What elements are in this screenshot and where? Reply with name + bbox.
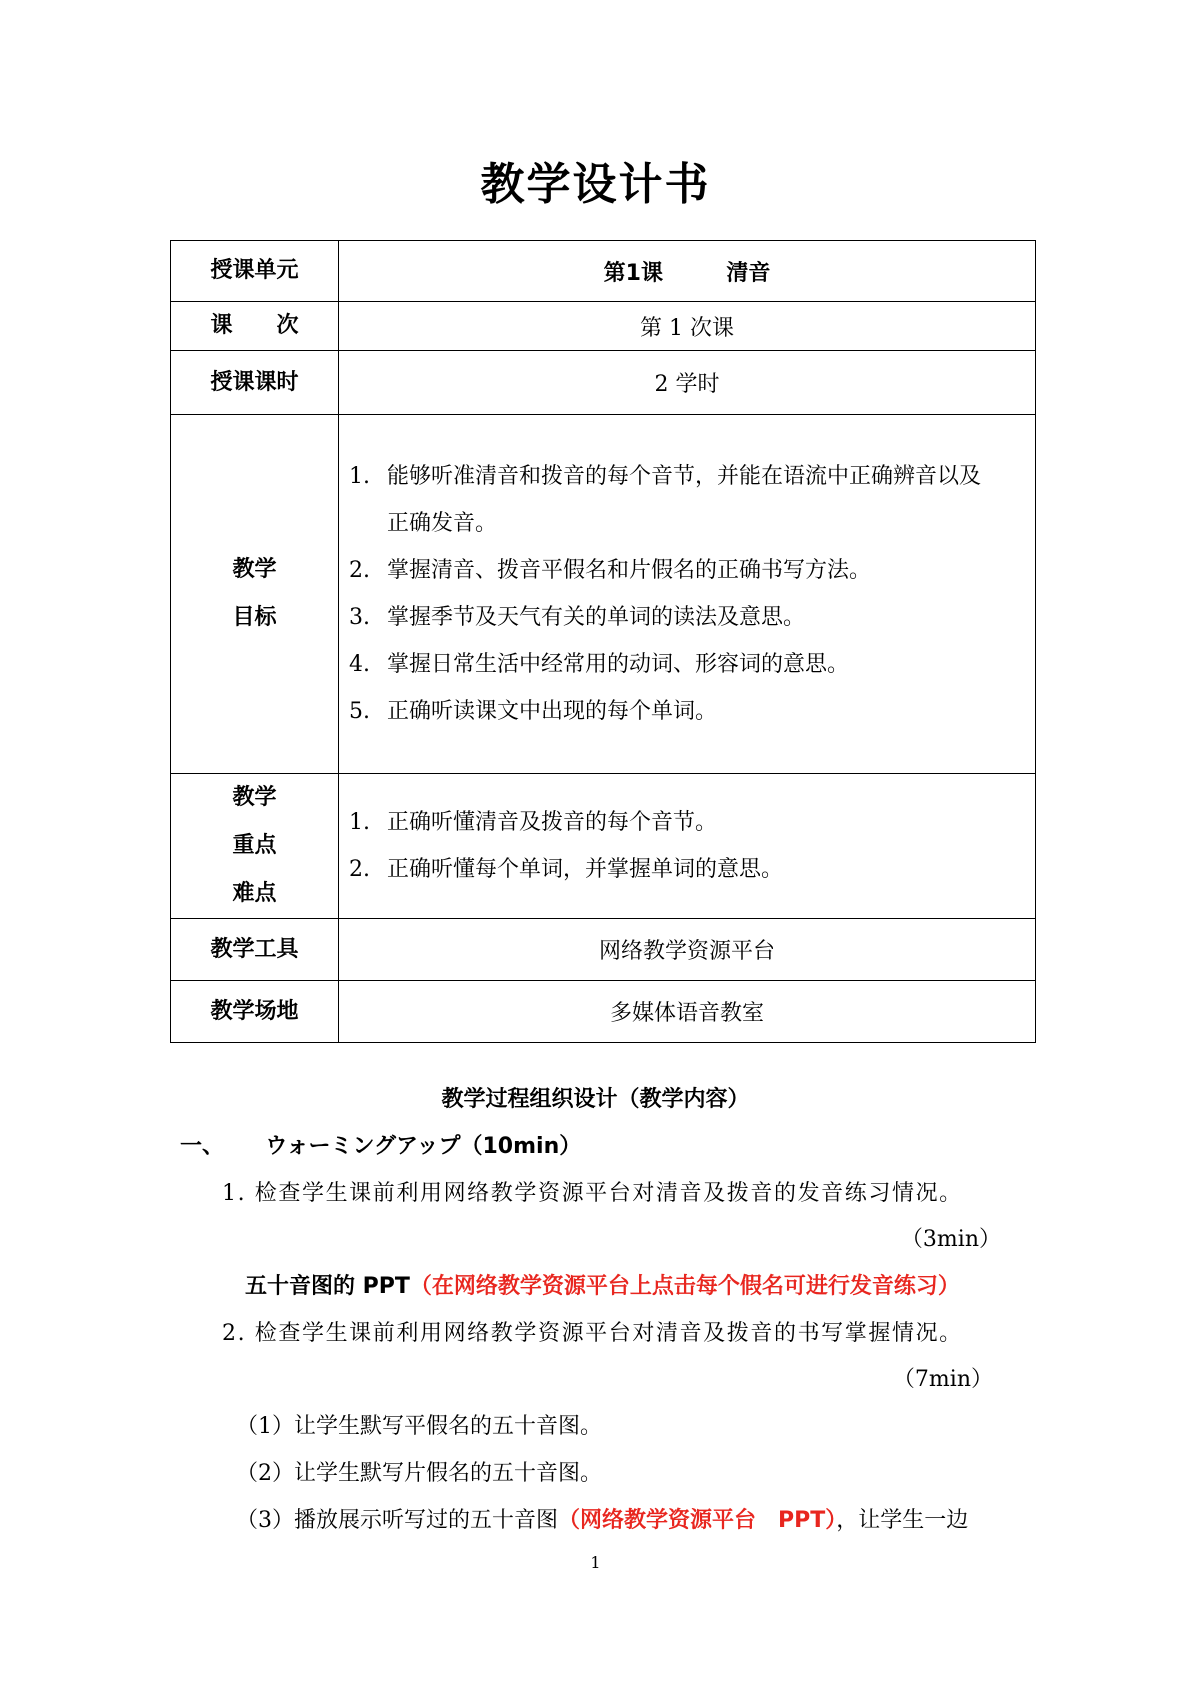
sub-item-2: （2）让学生默写片假名的五十音图。 bbox=[236, 1461, 602, 1486]
sub-item-3-tail: ，让学生一边 bbox=[836, 1508, 969, 1533]
sub-item-3 bbox=[236, 1503, 968, 1534]
step-item-2: 2. 检查学生课前利用网络教学资源平台对清音及拨音的书写掌握情况。 bbox=[222, 1321, 963, 1346]
key-label-line3: 难点 bbox=[232, 881, 277, 906]
hours-value: 2 学时 bbox=[339, 351, 1036, 415]
list-item bbox=[349, 453, 1035, 547]
key-label-line1: 教学 bbox=[232, 785, 277, 810]
item-number: 1. bbox=[349, 464, 370, 489]
item-number: 2. bbox=[349, 558, 370, 583]
item-text: 掌握季节及天气有关的单词的读法及意思。 bbox=[387, 605, 806, 630]
goals-label-line1: 教学 bbox=[232, 557, 277, 582]
ppt-note bbox=[245, 1269, 960, 1300]
list-item bbox=[349, 846, 1035, 893]
session-value: 第 1 次课 bbox=[339, 302, 1036, 351]
document-title: 教学设计书 bbox=[480, 159, 711, 210]
item-number: 2. bbox=[349, 857, 370, 882]
key-points-label bbox=[171, 774, 339, 919]
list-item bbox=[349, 547, 1035, 594]
ppt-note-label: 五十音图的 PPT bbox=[245, 1274, 410, 1299]
ppt-note-highlight: （在网络教学资源平台上点击每个假名可进行发音练习） bbox=[409, 1274, 960, 1299]
unit-label: 授课单元 bbox=[171, 241, 339, 302]
key-points-list bbox=[339, 799, 1035, 893]
item-number: 5. bbox=[349, 699, 370, 724]
unit-value bbox=[339, 241, 1036, 302]
item-text: 正确听懂清音及拨音的每个音节。 bbox=[387, 810, 718, 835]
page-number: 1 bbox=[590, 1553, 601, 1572]
goal-text-line1: 能够听准清音和拨音的每个音节，并能在语流中正确辨音以及 bbox=[387, 464, 982, 489]
tools-label: 教学工具 bbox=[171, 919, 339, 981]
key-label-line2: 重点 bbox=[232, 833, 277, 858]
goal-text-line2: 正确发音。 bbox=[387, 511, 498, 536]
section-heading bbox=[180, 1129, 581, 1160]
list-item bbox=[349, 688, 1035, 735]
section-number: 一、 bbox=[180, 1134, 225, 1159]
list-item bbox=[349, 594, 1035, 641]
venue-value: 多媒体语音教室 bbox=[339, 981, 1036, 1043]
sub-item-1: （1）让学生默写平假名的五十音图。 bbox=[236, 1414, 602, 1439]
section-title: ウォーミングアップ（10min） bbox=[265, 1134, 582, 1159]
list-item bbox=[349, 641, 1035, 688]
item-number: 1. bbox=[349, 810, 370, 835]
step-item-1: 1. 检查学生课前利用网络教学资源平台对清音及拨音的发音练习情况。 bbox=[222, 1181, 963, 1206]
unit-name: 清音 bbox=[726, 260, 771, 286]
goals-cell bbox=[339, 415, 1036, 774]
list-item bbox=[349, 799, 1035, 846]
course-info-table bbox=[170, 240, 1036, 1043]
sub-item-3-highlight: （网络教学资源平台 PPT） bbox=[558, 1508, 837, 1533]
goals-list bbox=[339, 453, 1035, 735]
sub-item-3-text: （3）播放展示听写过的五十音图 bbox=[236, 1508, 558, 1533]
unit-number: 第1课 bbox=[603, 260, 663, 286]
item-number: 3. bbox=[349, 605, 370, 630]
hours-label: 授课课时 bbox=[171, 351, 339, 415]
item-text bbox=[387, 453, 1035, 547]
key-points-cell bbox=[339, 774, 1036, 919]
item-text: 掌握清音、拨音平假名和片假名的正确书写方法。 bbox=[387, 558, 872, 583]
item-text: 掌握日常生活中经常用的动词、形容词的意思。 bbox=[387, 652, 850, 677]
item-text: 正确听懂每个单词，并掌握单词的意思。 bbox=[387, 857, 784, 882]
goals-label-line2: 目标 bbox=[232, 605, 277, 630]
item-text: 正确听读课文中出现的每个单词。 bbox=[387, 699, 718, 724]
goals-label bbox=[171, 415, 339, 774]
venue-label: 教学场地 bbox=[171, 981, 339, 1043]
step-item-2-time: （7min） bbox=[892, 1367, 993, 1392]
item-number: 4. bbox=[349, 652, 370, 677]
session-label: 课 次 bbox=[171, 302, 339, 351]
process-heading: 教学过程组织设计（教学内容） bbox=[441, 1087, 750, 1112]
tools-value: 网络教学资源平台 bbox=[339, 919, 1036, 981]
step-item-1-time: （3min） bbox=[900, 1227, 1001, 1252]
